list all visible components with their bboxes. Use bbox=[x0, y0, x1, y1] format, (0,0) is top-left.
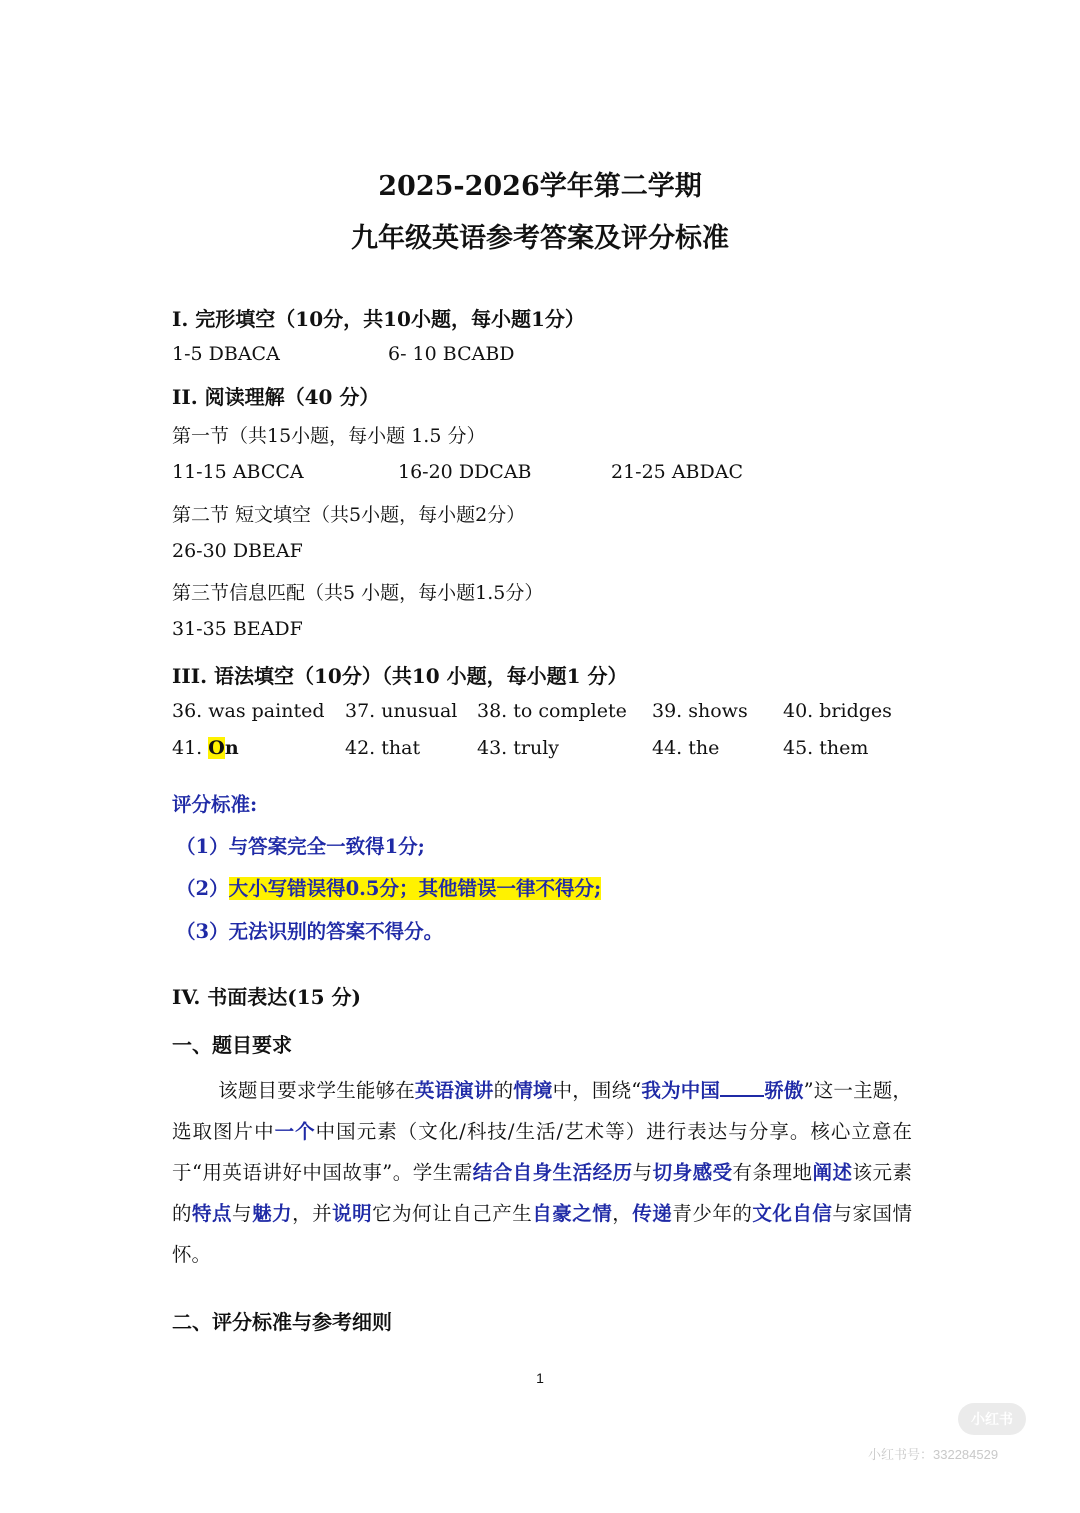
watermark-logo: 小红书 bbox=[958, 1403, 1026, 1435]
grammar-answer-41: 41. On bbox=[172, 737, 239, 759]
criteria-item-2: （2）大小写错误得0.5分；其他错误一律不得分; bbox=[176, 877, 602, 900]
grammar-answer-45: 45. them bbox=[783, 737, 869, 759]
grammar-answer-37: 37. unusual bbox=[345, 700, 458, 722]
part2-section3-label: 第三节信息匹配（共5 小题，每小题1.5分） bbox=[172, 582, 544, 604]
grammar-answer-39: 39. shows bbox=[652, 700, 748, 722]
part1-heading: I. 完形填空（10分，共10小题，每小题1分） bbox=[172, 307, 585, 331]
part4-sub1: 一、题目要求 bbox=[172, 1033, 292, 1057]
part2-answer-16-20: 16-20 DDCAB bbox=[398, 461, 532, 483]
criteria-label: 评分标准: bbox=[172, 793, 258, 816]
document-title: 2025-2026学年第二学期 bbox=[378, 171, 702, 202]
grammar-answer-44: 44. the bbox=[652, 737, 720, 759]
fill-blank-line bbox=[720, 1079, 764, 1097]
task-requirement-paragraph: 该题目要求学生能够在英语演讲的情境中，围绕“我为中国 骄傲”这一主题，选取图片中一个中国元素（文化/科技/生活/艺术等）进行表达与分享。核心立意在于“用英语讲好中国故事”。学生需结合自身生活经历与切身感受有条理地阐述该元素的特点与魅力，并说明它为何让自己产生自豪之情，传递青少年的文化自信与家国情怀。 bbox=[172, 1079, 912, 1266]
part1-answer-1-5: 1-5 DBACA bbox=[172, 343, 280, 365]
grammar-answer-36: 36. was painted bbox=[172, 700, 325, 722]
highlighted-letter: O bbox=[208, 737, 225, 759]
part2-section2-label: 第二节 短文填空（共5小题，每小题2分） bbox=[172, 504, 526, 526]
part4-sub2: 二、评分标准与参考细则 bbox=[172, 1310, 392, 1334]
criteria-item-1: （1）与答案完全一致得1分; bbox=[176, 835, 425, 858]
part2-answer-21-25: 21-25 ABDAC bbox=[611, 461, 743, 483]
part2-answer-11-15: 11-15 ABCCA bbox=[172, 461, 304, 483]
part2-heading: II. 阅读理解（40 分） bbox=[172, 385, 380, 409]
part1-answer-6-10: 6- 10 BCABD bbox=[388, 343, 515, 365]
grammar-answer-43: 43. truly bbox=[477, 737, 560, 759]
document-subtitle: 九年级英语参考答案及评分标准 bbox=[351, 223, 729, 254]
part2-answer-31-35: 31-35 BEADF bbox=[172, 618, 303, 640]
criteria-item-3: （3）无法识别的答案不得分。 bbox=[176, 920, 444, 943]
part4-heading: IV. 书面表达(15 分) bbox=[172, 985, 362, 1009]
part3-heading: III. 语法填空（10分）（共10 小题，每小题1 分） bbox=[172, 664, 628, 688]
grammar-answer-40: 40. bridges bbox=[783, 700, 892, 722]
part2-section1-label: 第一节（共15小题，每小题 1.5 分） bbox=[172, 425, 486, 447]
grammar-answer-38: 38. to complete bbox=[477, 700, 627, 722]
page-number: 1 bbox=[536, 1370, 544, 1386]
grammar-answer-42: 42. that bbox=[345, 737, 421, 759]
highlighted-criterion: 大小写错误得0.5分；其他错误一律不得分; bbox=[228, 877, 602, 900]
part2-answer-26-30: 26-30 DBEAF bbox=[172, 540, 303, 562]
watermark-id: 小红书号：332284529 bbox=[868, 1447, 999, 1462]
